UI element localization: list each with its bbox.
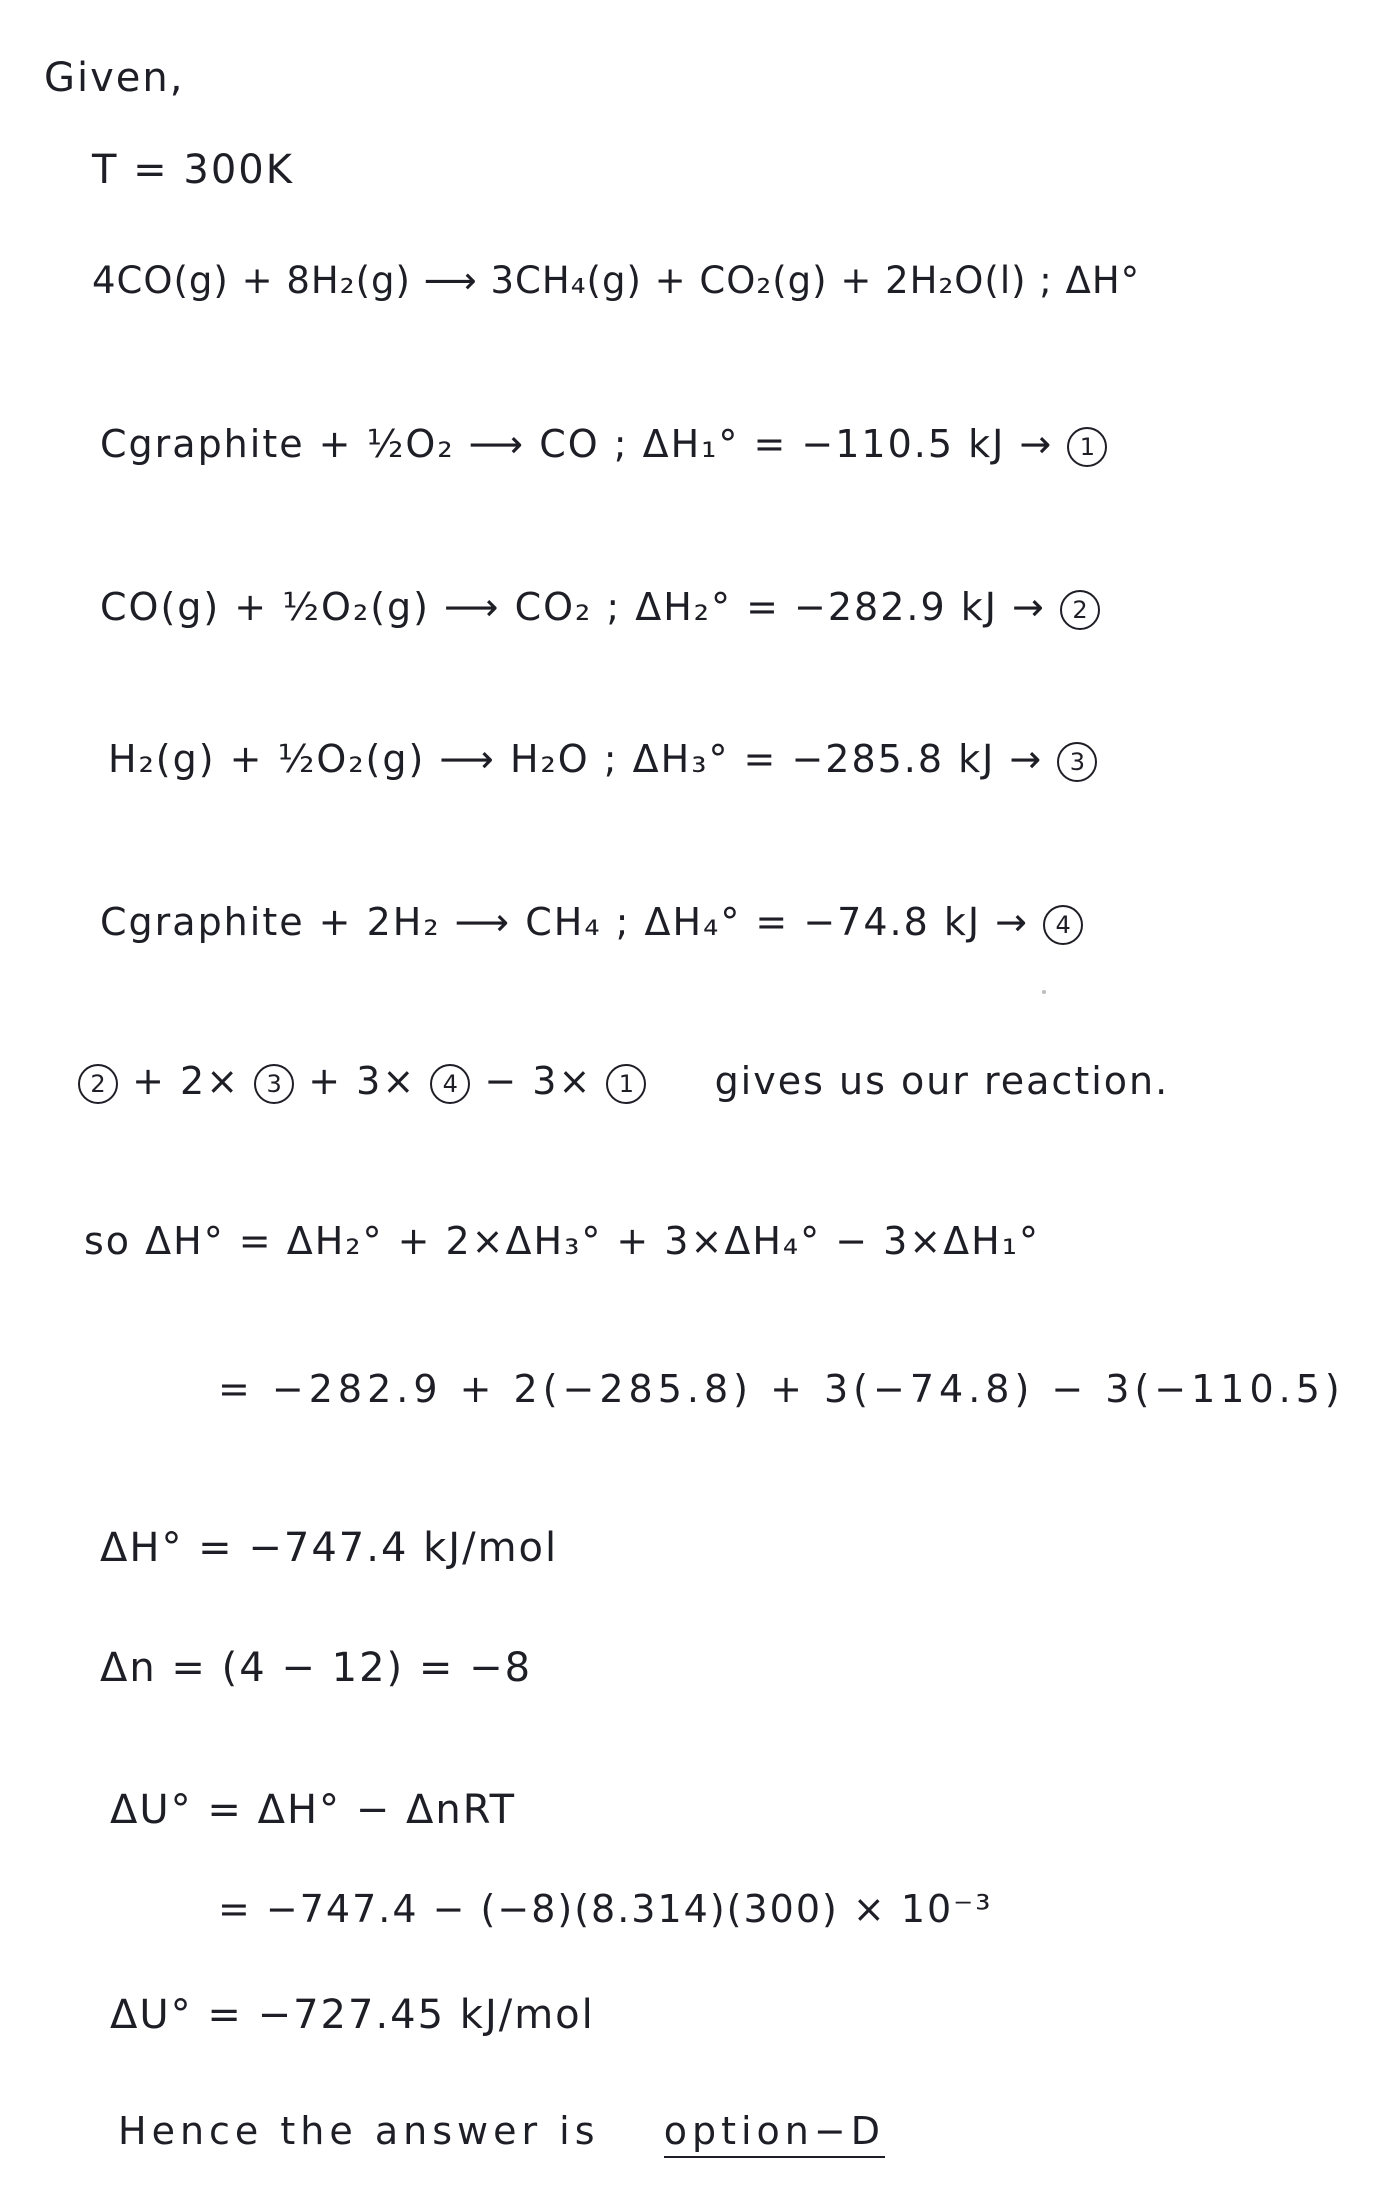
combo-part-b: + 3× [308,1059,417,1103]
combo-circle-2: 2 [78,1064,118,1104]
enthalpy-substitution: = −282.9 + 2(−285.8) + 3(−74.8) − 3(−110.5) [218,1367,1345,1411]
equation-1-number: 1 [1067,427,1107,467]
combo-circle-1: 1 [606,1064,646,1104]
answer-option: option−D [664,2109,885,2158]
internal-energy-formula: ΔU° = ΔH° − ΔnRT [110,1787,517,1833]
enthalpy-result: ΔH° = −747.4 kJ/mol [100,1525,559,1571]
stray-mark [1042,990,1046,994]
equation-4-text: Cgraphite + 2H₂ ⟶ CH₄ ; ΔH₄° = −74.8 kJ → [100,900,1029,944]
equation-3-number: 3 [1057,742,1097,782]
combo-part-c: − 3× [484,1059,593,1103]
equation-4 [100,900,1083,945]
temperature-line: T = 300K [92,147,294,193]
equation-4-number: 4 [1043,905,1083,945]
equation-1 [100,422,1107,467]
equation-3 [108,737,1097,782]
equation-2 [100,585,1100,630]
combo-description: gives us our reaction. [714,1059,1170,1103]
combo-circle-3: 3 [254,1064,294,1104]
internal-energy-substitution: = −747.4 − (−8)(8.314)(300) × 10⁻³ [218,1887,993,1931]
internal-energy-result: ΔU° = −727.45 kJ/mol [110,1992,595,2038]
combo-part-a: + 2× [132,1059,241,1103]
given-heading: Given, [44,55,185,101]
conclusion-line [118,2109,885,2153]
target-reaction: 4CO(g) + 8H₂(g) ⟶ 3CH₄(g) + CO₂(g) + 2H₂O(l) ; ΔH° [92,259,1141,302]
equation-3-text: H₂(g) + ½O₂(g) ⟶ H₂O ; ΔH₃° = −285.8 kJ → [108,737,1044,781]
equation-2-number: 2 [1060,590,1100,630]
combination-line [78,1059,1170,1104]
combo-circle-4: 4 [430,1064,470,1104]
delta-n-line: Δn = (4 − 12) = −8 [100,1645,533,1691]
equation-1-text: Cgraphite + ½O₂ ⟶ CO ; ΔH₁° = −110.5 kJ → [100,422,1054,466]
conclusion-text: Hence the answer is [118,2109,600,2153]
enthalpy-sum: so ΔH° = ΔH₂° + 2×ΔH₃° + 3×ΔH₄° − 3×ΔH₁° [84,1219,1040,1263]
equation-2-text: CO(g) + ½O₂(g) ⟶ CO₂ ; ΔH₂° = −282.9 kJ → [100,585,1046,629]
